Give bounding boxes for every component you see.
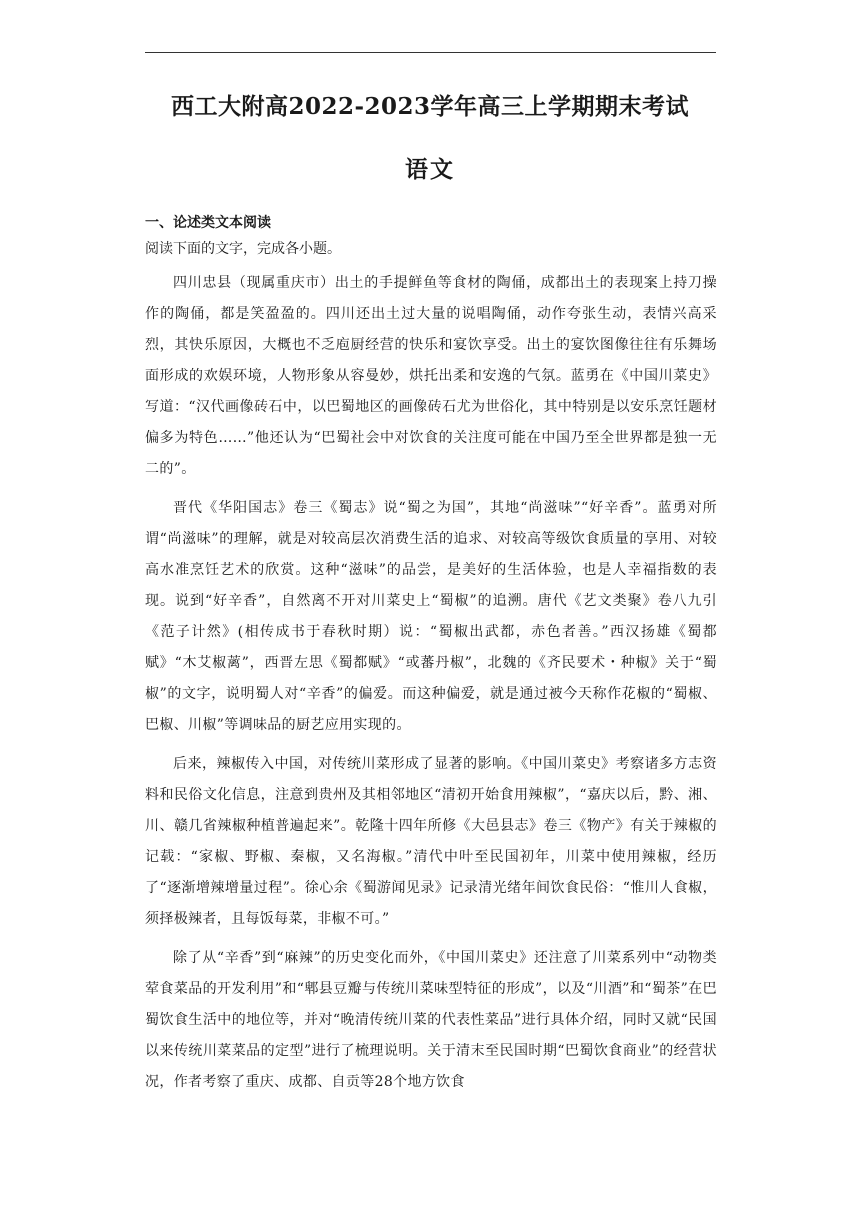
exam-title: 西工大附高2022-2023学年高三上学期期末考试: [170, 93, 690, 120]
header-rule: [145, 52, 716, 53]
passage-paragraph-3: 后来，辣椒传入中国，对传统川菜形成了显著的影响。《中国川菜史》考察诸多方志资料和民俗文化信息，注意到贵州及其相邻地区“清初开始食用辣椒”，“嘉庆以后，黔、湘、川、赣几省辣椒种植普遍起来”。乾隆十四年所修《大邑县志》卷三《物产》有关于辣椒的记载：“家椒、野椒、秦椒，又名海椒。”清代中叶至民国初年，川菜中使用辣椒，经历了“逐渐增辣增量过程”。徐心余《蜀游闻见录》记录清光绪年间饮食民俗：“惟川人食椒，须择极辣者，且每饭每菜，非椒不可。”: [145, 756, 717, 927]
subject-title: 语文: [405, 156, 455, 183]
passage-paragraph-2: 晋代《华阳国志》卷三《蜀志》说“蜀之为国”，其地“尚滋味”“好辛香”。蓝勇对所谓“尚滋味”的理解，就是对较高层次消费生活的追求、对较高等级饮食质量的享用、对较高水准烹饪艺术的欣赏。这种“滋味”的品尝，是美好的生活体验，也是人幸福指数的表现。说到“好辛香”，自然离不开对川菜史上“蜀椒”的追溯。唐代《艺文类聚》卷八九引《范子计然》(相传成书于春秋时期）说：“蜀椒出武都，赤色者善。”西汉扬雄《蜀都赋》“木艾椒蓠”，西晋左思《蜀都赋》“或蕃丹椒”，北魏的《齐民要术・种椒》关于“蜀椒”的文字，说明蜀人对“辛香”的偏爱。而这种偏爱，就是通过被今天称作花椒的“蜀椒、巴椒、川椒”等调味品的厨艺应用实现的。: [145, 500, 717, 733]
section-heading: 一、论述类文本阅读: [145, 215, 271, 231]
passage-paragraph-4: 除了从“辛香”到“麻辣”的历史变化而外，《中国川菜史》还注意了川菜系列中“动物类荤食菜品的开发利用”和“郫县豆瓣与传统川菜味型特征的形成”，以及“川酒”和“蜀茶”在巴蜀饮食生活中的地位等，并对“晚清传统川菜的代表性菜品”进行具体介绍，同时又就“民国以来传统川菜菜品的定型”进行了梳理说明。关于清末至民国时期“巴蜀饮食商业”的经营状况，作者考察了重庆、成都、自贡等28个地方饮食: [145, 950, 717, 1090]
reading-instruction: 阅读下面的文字，完成各小题。: [145, 241, 341, 257]
document-body: [145, 210, 717, 1106]
passage-paragraph-1: 四川忠县（现属重庆市）出土的手提鲜鱼等食材的陶俑，成都出土的表现案上持刀操作的陶俑，都是笑盈盈的。四川还出土过大量的说唱陶俑，动作夸张生动，表情兴高采烈，其快乐原因，大概也不乏庖厨经营的快乐和宴饮享受。出土的宴饮图像往往有乐舞场面形成的欢娱环境，人物形象从容曼妙，烘托出柔和安逸的气氛。蓝勇在《中国川菜史》写道：“汉代画像砖石中，以巴蜀地区的画像砖石尤为世俗化，其中特别是以安乐烹饪题材偏多为特色……”他还认为“巴蜀社会中对饮食的关注度可能在中国乃至全世界都是独一无二的”。: [145, 275, 717, 477]
